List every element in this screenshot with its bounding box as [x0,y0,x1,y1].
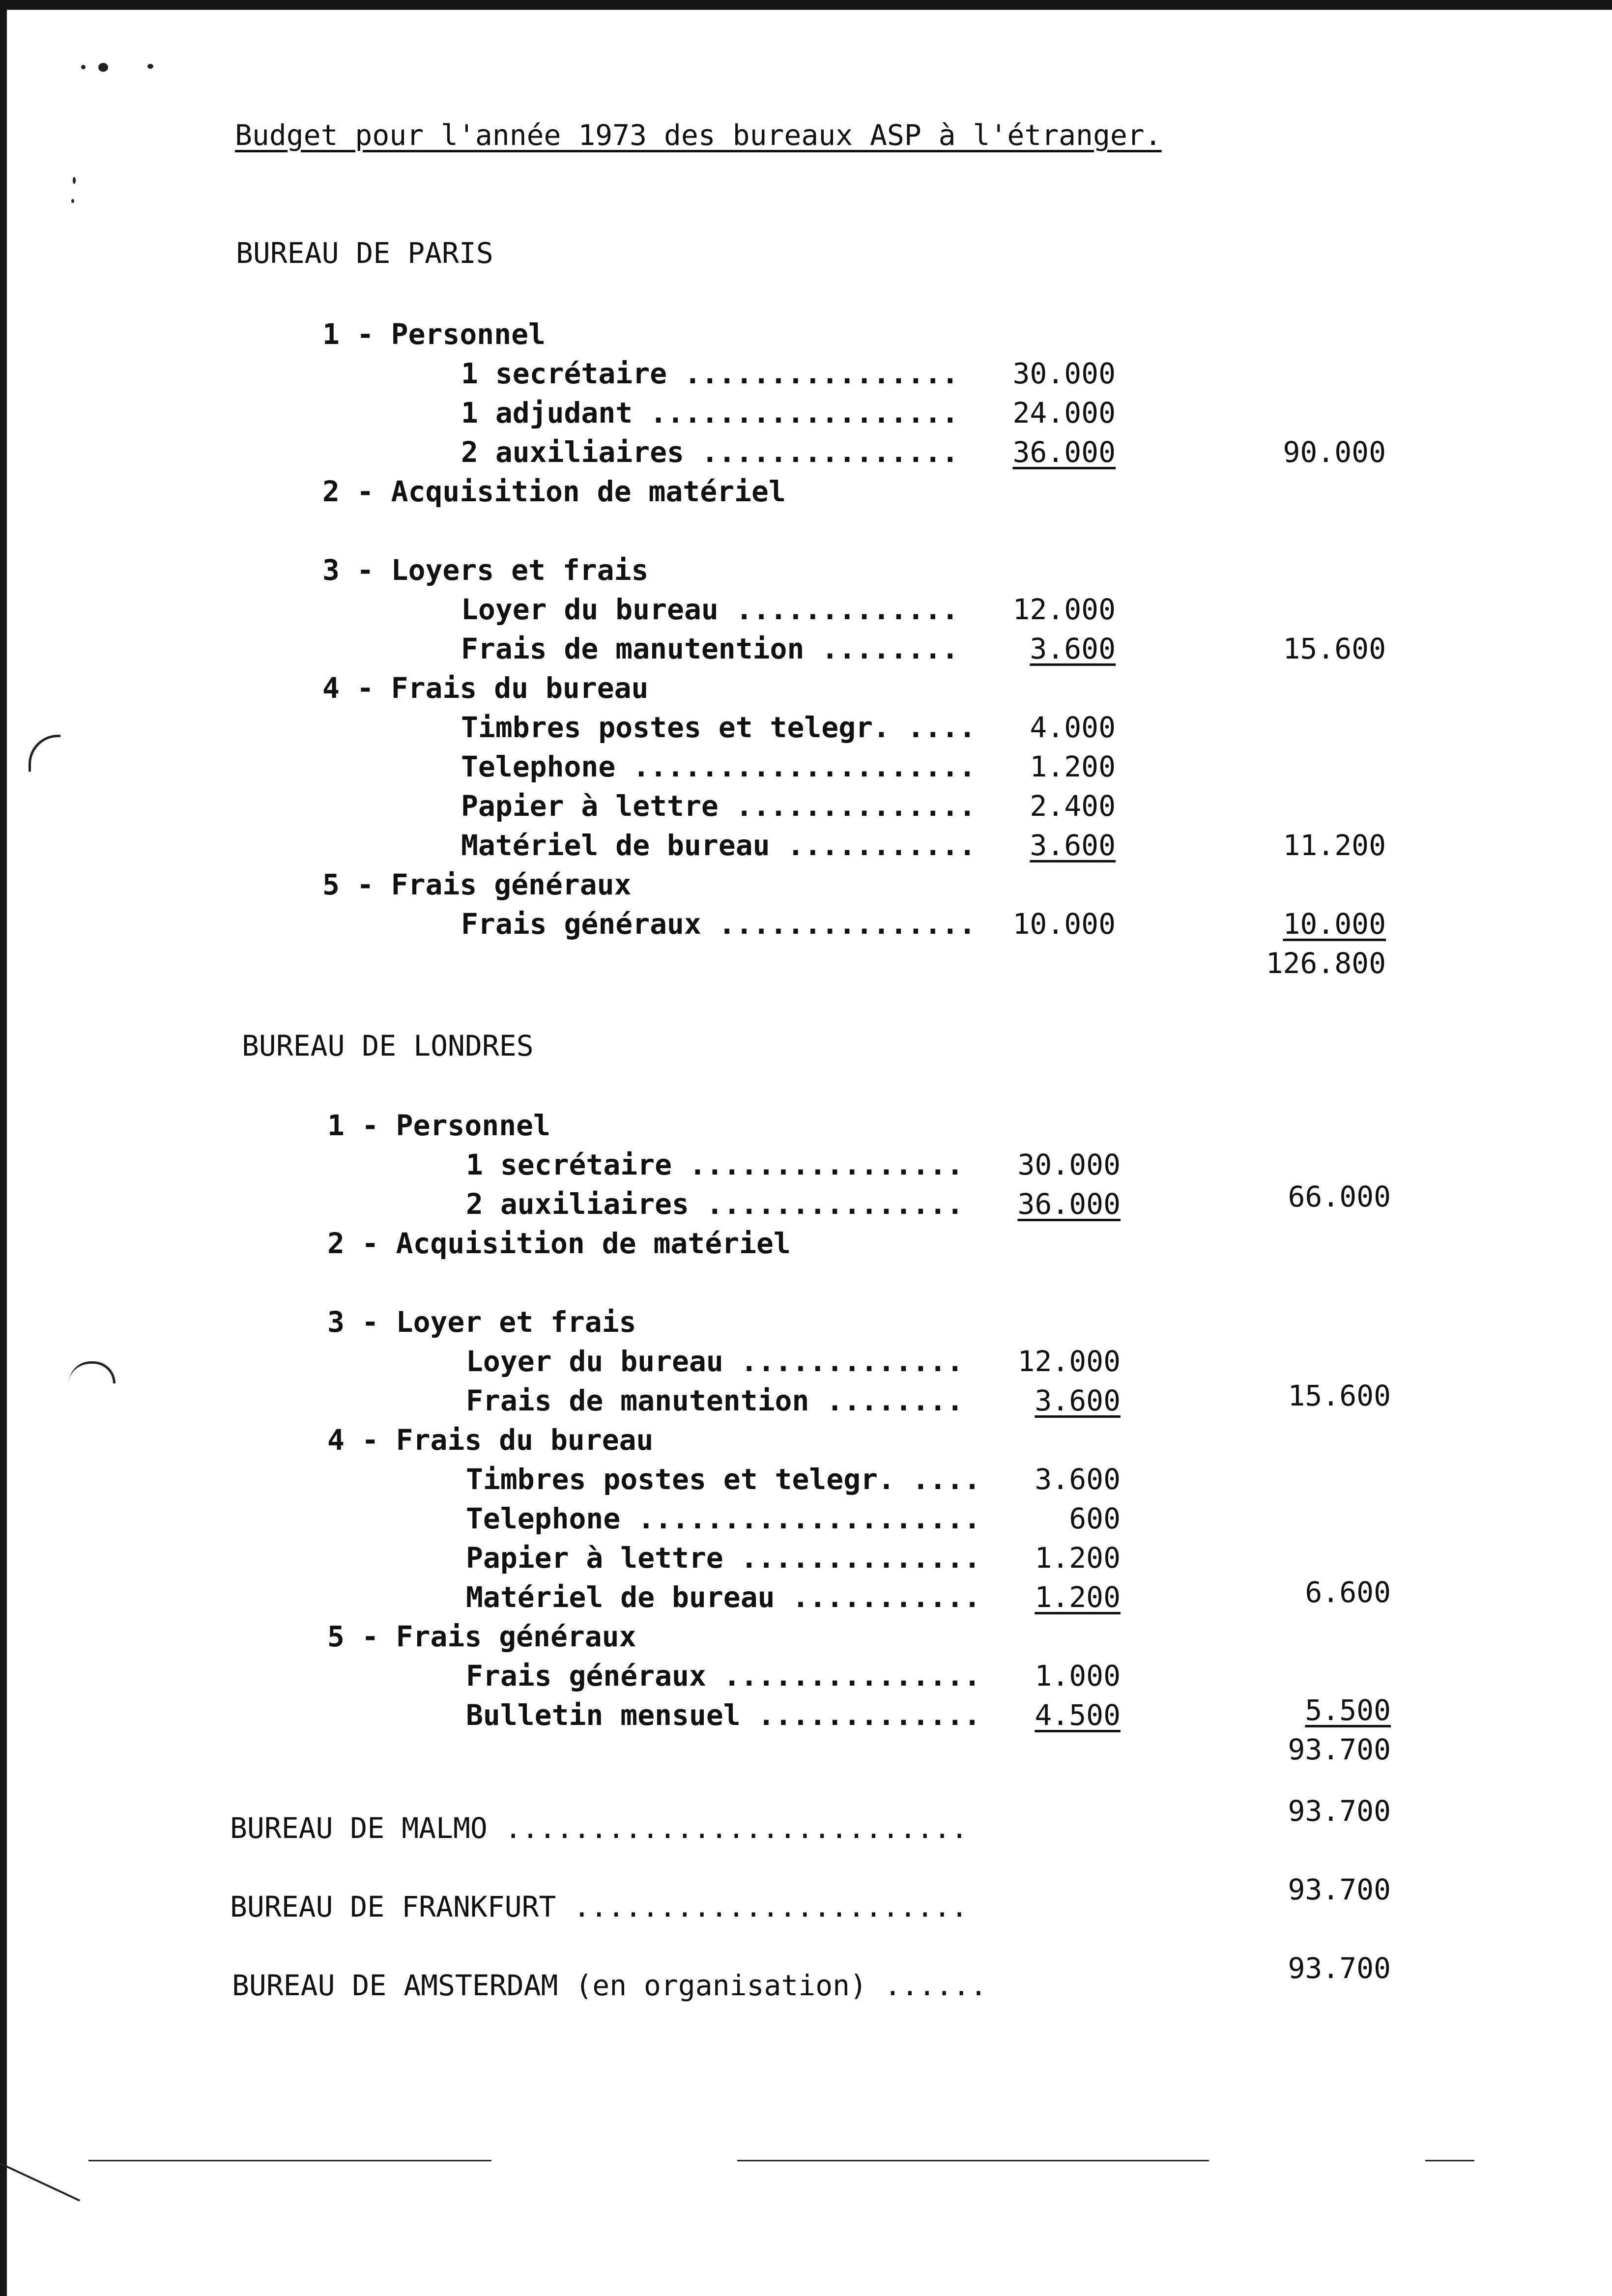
londres-item-value: 1.200 [1035,1541,1121,1575]
londres-item-value: 12.000 [1017,1345,1121,1378]
paris-item-label: 2 auxiliaires ............... [461,435,959,469]
scan-speck [147,64,153,69]
londres-subtotal: 66.000 [1288,1180,1391,1213]
bureau-amsterdam-label: BUREAU DE AMSTERDAM (en organisation) ...... [232,1969,987,2002]
scan-mark [29,735,60,772]
paris-subtotal: 15.600 [1283,632,1386,665]
paris-subtotal: 10.000 [1283,907,1386,941]
scan-speck [81,65,86,69]
bureau-malmo-value: 93.700 [1288,1794,1391,1828]
londres-item-label: Timbres postes et telegr. .... [466,1463,981,1496]
paris-section-1: 1 - Personnel [322,317,546,351]
paris-item-label: 1 secrétaire ................ [461,357,959,390]
scan-speck [73,177,76,184]
section-heading-londres: BUREAU DE LONDRES [242,1029,534,1062]
paris-item-value: 10.000 [1012,907,1116,941]
bureau-frankfurt-label: BUREAU DE FRANKFURT ....................... [230,1890,968,1923]
londres-item-label: Bulletin mensuel ............. [466,1698,981,1732]
londres-item-label: Matériel de bureau ........... [466,1580,981,1614]
londres-item-value: 3.600 [1035,1384,1121,1417]
londres-subtotal: 6.600 [1305,1576,1391,1609]
paris-item-value: 3.600 [1030,632,1116,665]
londres-subtotal: 15.600 [1288,1379,1391,1412]
paris-item-label: Loyer du bureau ............. [461,593,959,626]
londres-item-value: 1.200 [1035,1580,1121,1614]
section-heading-paris: BUREAU DE PARIS [236,236,493,270]
scan-fold-line [0,2162,80,2202]
paris-item-label: 1 adjudant .................. [461,396,959,430]
paris-section-4: 4 - Frais du bureau [322,671,649,705]
paris-item-label: Telephone .................... [461,750,976,783]
bureau-frankfurt-value: 93.700 [1288,1873,1391,1906]
scan-fold-line [88,2160,491,2161]
paris-item-value: 1.200 [1030,750,1116,783]
paris-item-value: 36.000 [1012,435,1116,469]
londres-item-label: 2 auxiliaires ............... [466,1187,964,1221]
paris-section-2: 2 - Acquisition de matériel [322,475,786,508]
londres-item-label: Telephone .................... [466,1502,981,1535]
paris-item-label: Timbres postes et telegr. .... [461,711,976,744]
paris-item-label: Frais de manutention ........ [461,632,959,665]
paris-item-value: 24.000 [1012,396,1116,430]
londres-item-label: 1 secrétaire ................ [466,1148,964,1181]
paris-grand-total: 126.800 [1266,947,1386,980]
document-title: Budget pour l'année 1973 des bureaux ASP à l'étranger. [235,118,1162,152]
paris-subtotal: 11.200 [1283,829,1386,862]
paris-item-label: Frais généraux ............... [461,907,976,941]
londres-item-value: 4.500 [1035,1698,1121,1732]
londres-item-label: Loyer du bureau ............. [466,1345,964,1378]
paris-item-value: 3.600 [1030,829,1116,862]
londres-section-4: 4 - Frais du bureau [327,1423,654,1457]
bureau-malmo-label: BUREAU DE MALMO ........................... [230,1811,968,1845]
paris-section-3: 3 - Loyers et frais [322,553,649,587]
londres-item-value: 36.000 [1017,1187,1121,1221]
londres-section-3: 3 - Loyer et frais [327,1305,636,1339]
scan-fold-line [737,2160,1209,2161]
londres-section-2: 2 - Acquisition de matériel [327,1227,791,1260]
bureau-amsterdam-value: 93.700 [1288,1952,1391,1985]
paris-item-value: 30.000 [1012,357,1116,390]
londres-item-label: Frais de manutention ........ [466,1384,964,1417]
londres-item-value: 30.000 [1017,1148,1121,1181]
paris-item-label: Papier à lettre .............. [461,789,976,823]
londres-item-value: 1.000 [1035,1659,1121,1693]
londres-subtotal: 5.500 [1305,1693,1391,1727]
paris-subtotal: 90.000 [1283,435,1386,469]
londres-item-label: Papier à lettre .............. [466,1541,981,1575]
paris-item-value: 12.000 [1012,593,1116,626]
londres-grand-total: 93.700 [1288,1733,1391,1766]
paris-item-value: 4.000 [1030,711,1116,744]
paris-section-5: 5 - Frais généraux [322,868,632,901]
londres-section-1: 1 - Personnel [327,1109,550,1142]
page-border-left [0,0,7,2296]
londres-item-label: Frais généraux ............... [466,1659,981,1693]
scan-speck [98,63,108,72]
paris-item-label: Matériel de bureau ........... [461,829,976,862]
londres-item-value: 3.600 [1035,1463,1121,1496]
page-border-top [0,0,1612,10]
londres-section-5: 5 - Frais généraux [327,1620,636,1653]
scan-speck [71,199,74,203]
londres-item-value: 600 [1069,1502,1121,1535]
scan-fold-line [1425,2160,1474,2161]
paris-item-value: 2.400 [1030,789,1116,823]
scan-mark [69,1361,115,1383]
